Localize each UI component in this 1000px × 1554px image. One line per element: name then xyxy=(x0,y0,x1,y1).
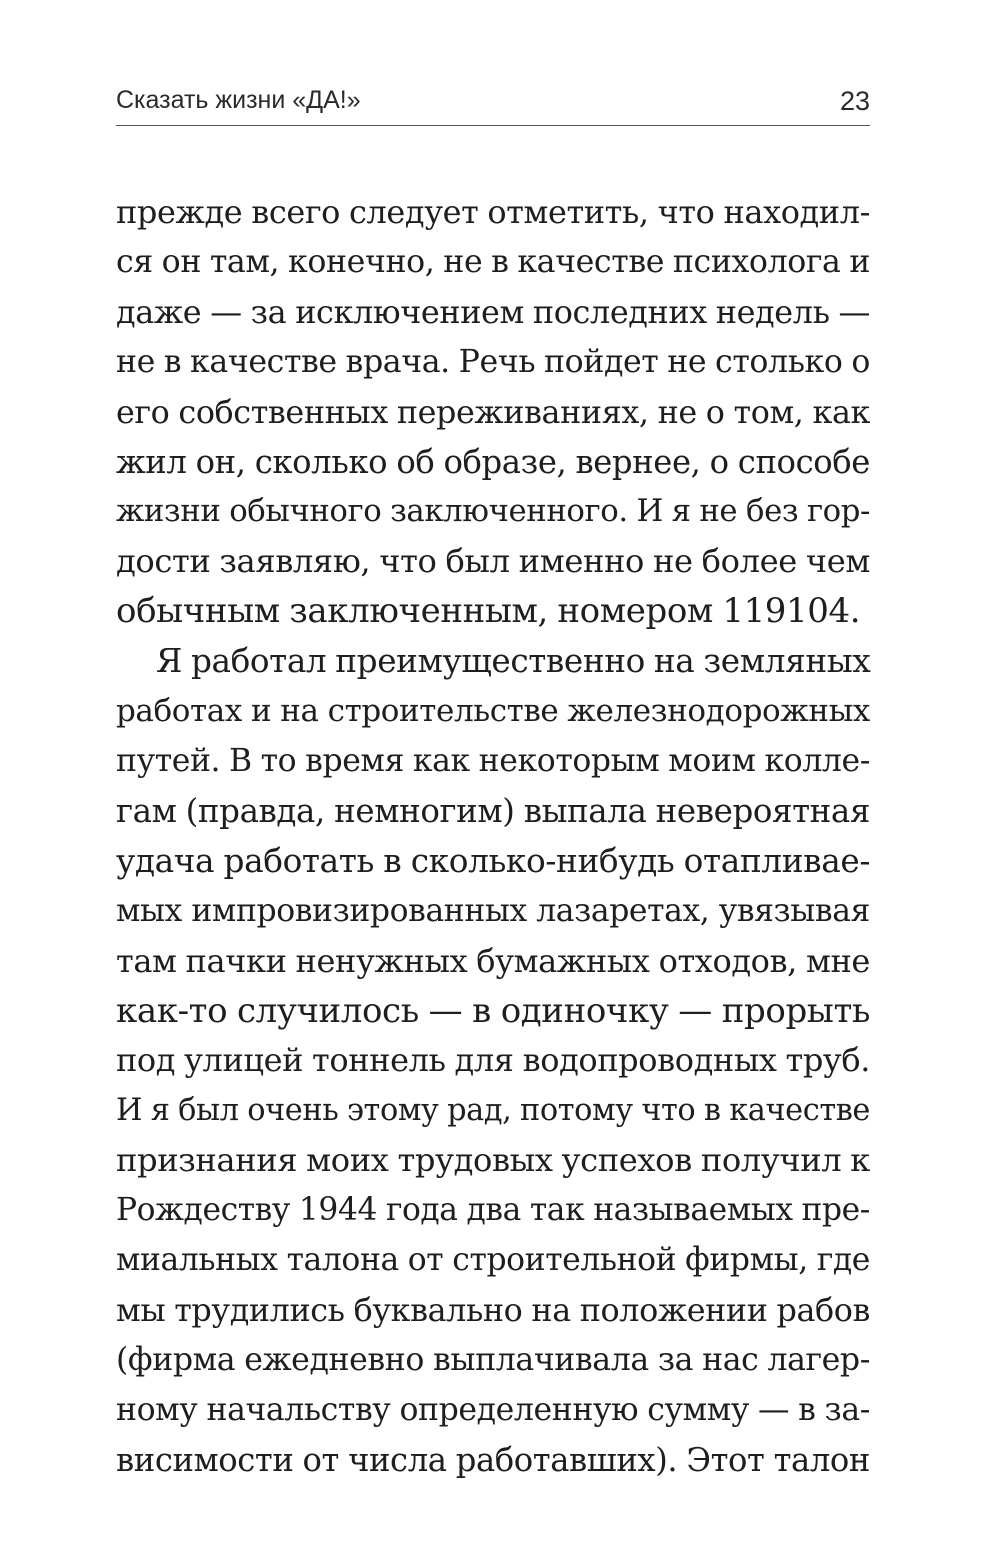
text-line: признания моих трудовых успехов получил к xyxy=(116,1141,870,1180)
body-text xyxy=(116,188,870,1486)
text-line: жил он, сколько об образе, вернее, о способе xyxy=(116,442,870,481)
text-line: ному начальству определенную сумму — в за- xyxy=(116,1391,870,1428)
text-line: ся он там, конечно, не в качестве психолога и xyxy=(116,243,870,280)
text-line: не в качестве врача. Речь пойдет не столько о xyxy=(116,343,870,380)
page-header xyxy=(116,86,870,122)
text-line: Я работал преимущественно на земляных xyxy=(156,642,871,681)
text-line: обычным заключенным, номером 119104. xyxy=(116,591,861,632)
text-line: И я был очень этому рад, потому что в качестве xyxy=(116,1093,870,1129)
text-line: гам (правда, немногим) выпала невероятная xyxy=(116,791,870,830)
text-line: удача работать в сколько-нибудь отапливае- xyxy=(116,841,870,880)
text-line: Рождеству 1944 года два так называемых пре- xyxy=(116,1192,870,1229)
paragraph-1 xyxy=(116,188,870,637)
text-line: под улицей тоннель для водопроводных труб. xyxy=(116,1041,870,1080)
text-line: мы трудились буквально на положении рабов xyxy=(116,1291,870,1329)
text-line: как-то случилось — в одиночку — прорыть xyxy=(116,990,870,1031)
page-number: 23 xyxy=(839,86,870,116)
text-line: прежде всего следует отметить, что находил- xyxy=(116,193,870,231)
header-rule xyxy=(116,125,870,126)
text-line: его собственных переживаниях, не о том, как xyxy=(116,393,870,431)
text-line: работах и на строительстве железнодорожных xyxy=(116,693,870,730)
text-line: висимости от числа работавших). Этот талон xyxy=(116,1440,870,1479)
text-line: жизни обычного заключенного. И я не без гор- xyxy=(116,493,870,530)
text-line: дости заявляю, что был именно не более чем xyxy=(116,542,870,581)
text-line: даже — за исключением последних недель — xyxy=(116,292,870,331)
text-line: мых импровизированных лазаретах, увязывая xyxy=(116,892,870,929)
running-head-title: Сказать жизни «ДА!» xyxy=(116,86,361,114)
text-line: там пачки ненужных бумажных отходов, мне xyxy=(116,941,870,980)
text-line: (фирма ежедневно выплачивала за нас лагер- xyxy=(116,1341,870,1378)
paragraph-2 xyxy=(116,637,870,1485)
text-line: миальных талона от строительной фирмы, где xyxy=(116,1242,870,1279)
text-line: путей. В то время как некоторым моим колле- xyxy=(116,742,870,779)
